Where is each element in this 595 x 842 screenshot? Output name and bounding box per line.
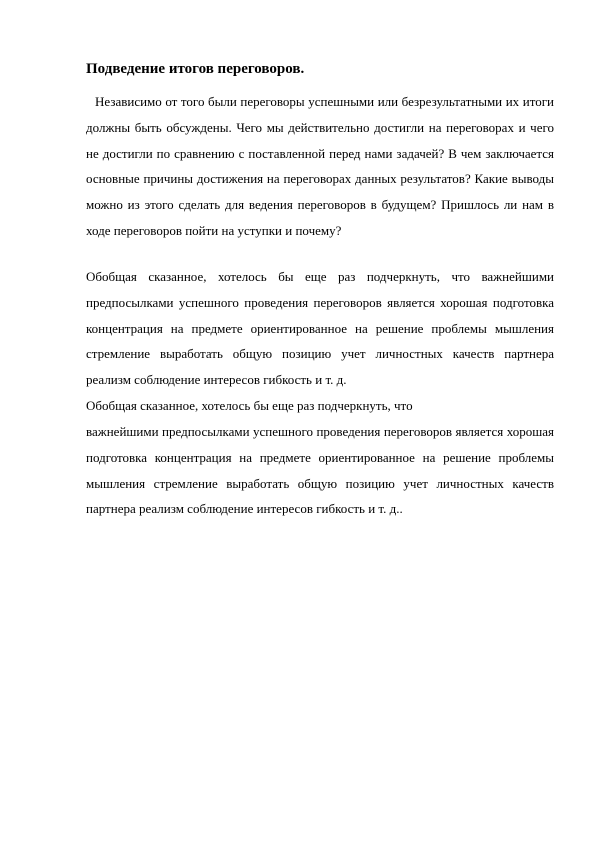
- page-title: Подведение итогов переговоров.: [86, 61, 305, 77]
- paragraph-negotiation-results: Независимо от того были переговоры успешными или безрезультатными их итоги должны быть обсуждены. Чего мы действительно достигли на переговорах и чего не достигли по сравнению с поставленной перед нами задачей? В чем заключается основные причины достижения на переговорах данных результатов? Какие выводы можно из этого сделать для ведения переговоров в будущем? Пришлось ли нам в ходе переговоров пойти на уступки и почему?: [86, 94, 554, 238]
- paragraph-summary-prerequisites: Обобщая сказанное, хотелось бы еще раз подчеркнуть, что важнейшими предпосылками успешного проведения переговоров является хорошая подготовка концентрация на предмете ориентированное на решение проблемы мышления стремление выработать общую позицию учет личностных качеств партнера реализм соблюдение интересов гибкость и т. д.: [86, 269, 554, 388]
- paragraph-summary-intro-repeat: Обобщая сказанное, хотелось бы еще раз подчеркнуть, что: [86, 398, 413, 413]
- paragraph-summary-prerequisites-repeat: важнейшими предпосылками успешного проведения переговоров является хорошая подготовка концентрация на предмете ориентированное на решение проблемы мышления стремление выработать общую позицию учет личностных качеств партнера реализм соблюдение интересов гибкость и т. д..: [86, 424, 554, 517]
